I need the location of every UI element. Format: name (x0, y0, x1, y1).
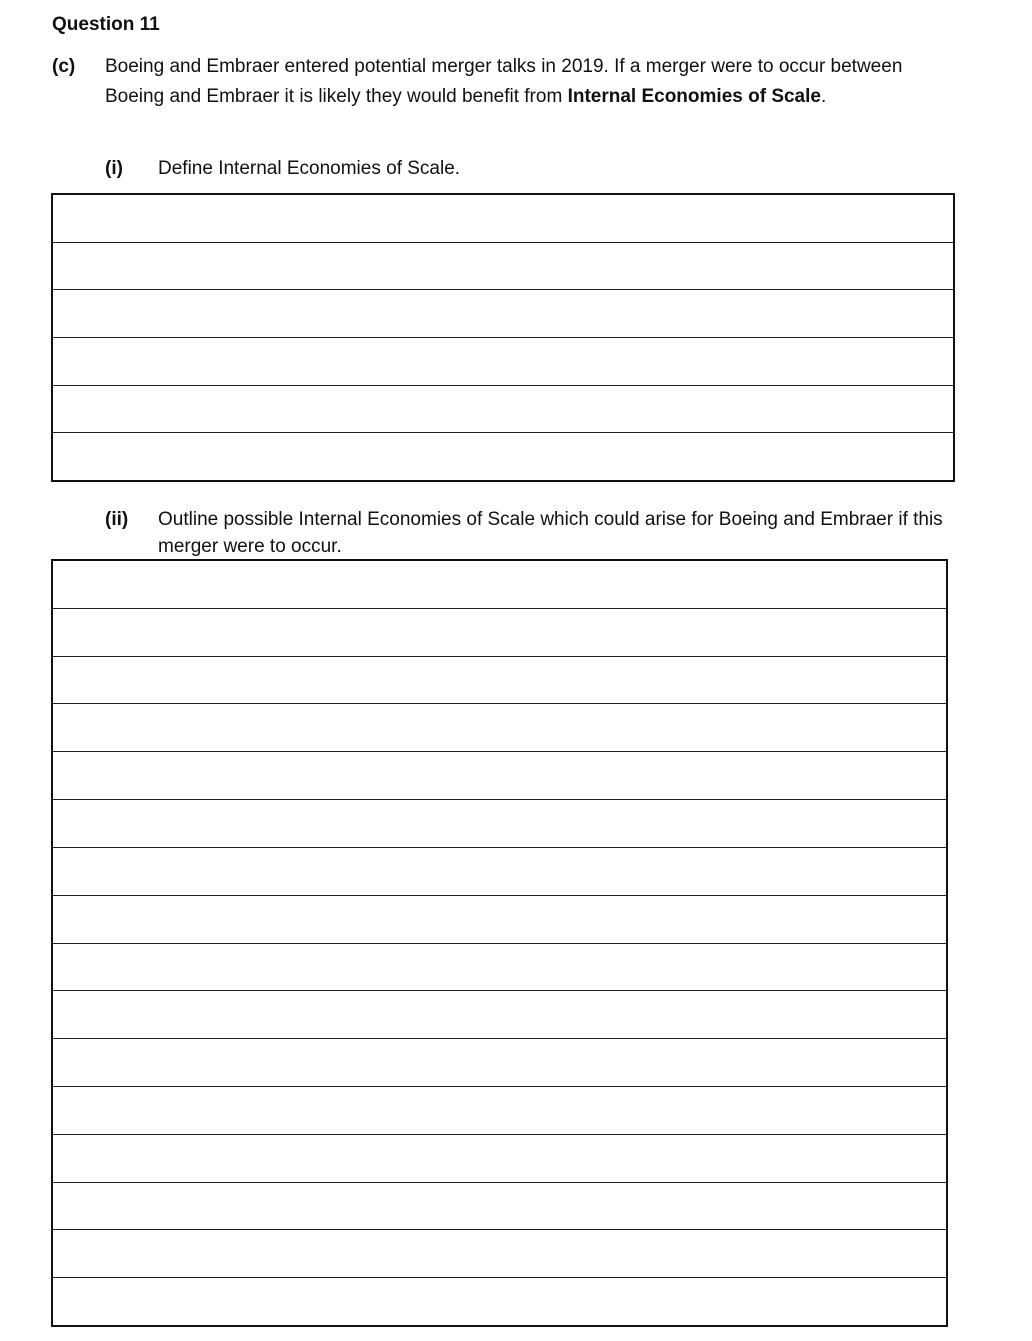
part-c-text-start: Boeing and Embraer entered potential merger talks in 2019. If a merger were to occur between Boeing and Embraer it is likely they would benefit from (105, 56, 903, 107)
sub-i-label: (i) (105, 158, 123, 179)
answer-box-ii[interactable] (51, 559, 948, 1327)
answer-line[interactable] (53, 1039, 946, 1087)
part-c-label: (c) (52, 56, 76, 77)
sub-i-prompt: Define Internal Economies of Scale. (158, 158, 461, 179)
answer-line[interactable] (53, 1278, 946, 1325)
answer-line[interactable] (53, 944, 946, 992)
part-c-text (105, 52, 905, 112)
answer-box-i[interactable] (51, 193, 955, 482)
answer-line[interactable] (53, 386, 953, 434)
answer-line[interactable] (53, 704, 946, 752)
answer-line[interactable] (53, 195, 953, 243)
sub-ii-label: (ii) (105, 509, 129, 530)
answer-line[interactable] (53, 1135, 946, 1183)
answer-line[interactable] (53, 752, 946, 800)
answer-line[interactable] (53, 991, 946, 1039)
sub-ii-prompt: Outline possible Internal Economies of Scale which could arise for Boeing and Embraer if this merger were to occur. (158, 509, 943, 557)
answer-line[interactable] (53, 243, 953, 291)
answer-line[interactable] (53, 561, 946, 609)
answer-line[interactable] (53, 338, 953, 386)
answer-line[interactable] (53, 896, 946, 944)
answer-line[interactable] (53, 290, 953, 338)
answer-line[interactable] (53, 609, 946, 657)
answer-line[interactable] (53, 657, 946, 705)
question-title: Question 11 (52, 14, 160, 35)
answer-line[interactable] (53, 1183, 946, 1231)
part-c-text-end: . (820, 86, 827, 107)
answer-line[interactable] (53, 1087, 946, 1135)
answer-line[interactable] (53, 800, 946, 848)
answer-line[interactable] (53, 433, 953, 480)
answer-line[interactable] (53, 848, 946, 896)
part-c-bold-term: Internal Economies of Scale (567, 86, 821, 107)
answer-line[interactable] (53, 1230, 946, 1278)
